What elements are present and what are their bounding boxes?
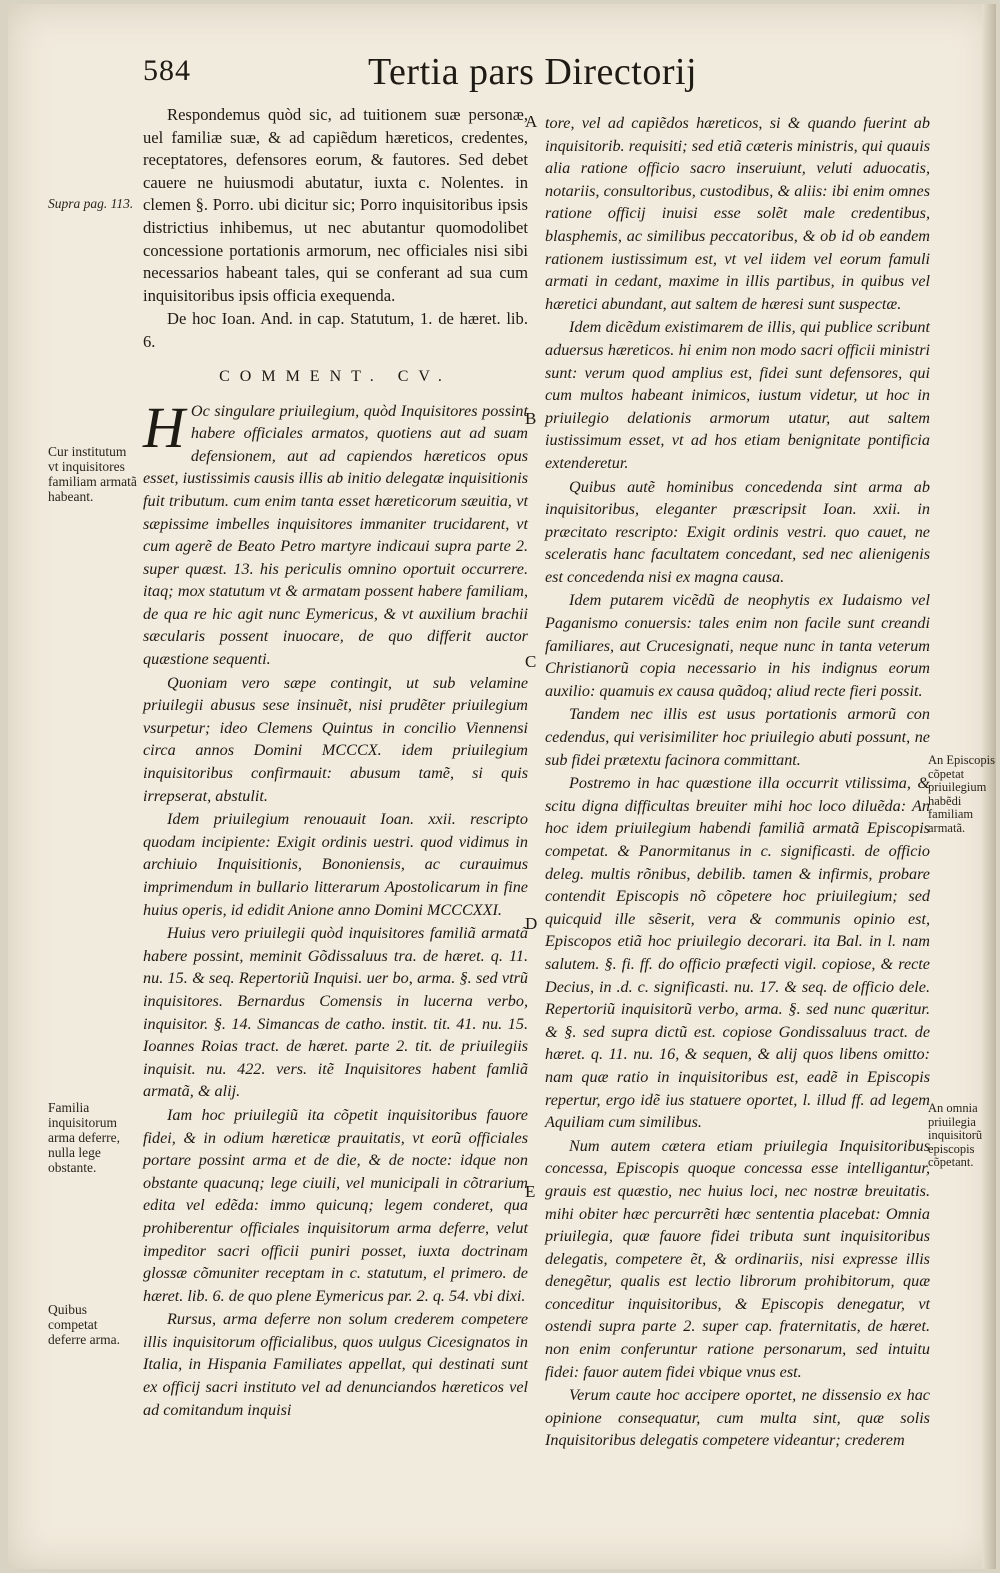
margin-note: An Episcopis cõpetat priuilegium habẽdi familiam armatã.: [928, 753, 996, 835]
comment-title: COMMENT. CV.: [219, 367, 452, 385]
right-column: [545, 112, 930, 1453]
comment-paragraph: Tandem nec illis est usus portationis armorũ con cedendus, qui verisimiliter hoc priuilegio abuti possunt, ne sub fidei prætextu facinora committant.: [545, 705, 930, 769]
comment-paragraph: Postremo in hac quæstione illa occurrit vtilissima, & scitu digna difficultas breuiter mihi hoc loco diluẽda: An hoc idem priuilegium habendi familiã armatã Episcopis competat. & Panormitanus in c. significasti. de officio deleg. multis rõnibus, debilib. tamen & infirmis, probare contendit Episcopis nõ cõpetere hoc priuilegium; sed quicquid ille sẽserit, vera & communis opinio est, Episcopos etiã hoc priuilegio decorari. ita Bal. in l. nam salutem. §. fi. ff. do officio præfecti vigil. copiose, & recte Decius, in .d. c. significasti. nu. 17. & seq. de officio dele. Repertoriũ inquisitorũ verbo, arma. §. sed nunc quæritur. & §. sed supra dictũ est. copiose Gondissaluus tract. de hæret. q. 11. nu. 16, & sequen, & alij quos libens omitto: nam quæ ratio in inquisitoribus est, eadẽ in Episcopis repertur, ergo idẽ ius statuere oportet, l. illud ff. ad legem Aquiliam cum similibus.: [545, 774, 930, 1132]
margin-note: Supra pag. 113.: [48, 196, 134, 211]
book-page: [8, 4, 996, 1569]
section-letter-d: D: [525, 914, 538, 933]
left-column: [143, 104, 528, 1422]
margin-note: Familia inquisitorum arma deferre, nulla lege obstante.: [48, 1100, 120, 1175]
page-header: [143, 51, 923, 106]
section-letter-c: C: [525, 652, 537, 671]
section-letter-a: A: [525, 112, 538, 131]
page-number: 584: [143, 54, 191, 87]
margin-note: Cur institutum vt inquisitores familiam armatã habeant.: [48, 444, 137, 504]
comment-paragraph: Num autem cætera etiam priuilegia Inquisitoribus concessa, Episcopis quoque concessa esse intelligantur, grauis est quæstio, nec huius loci, nec nostræ breuitatis. mihi obiter hæc percurrẽti hæc sententia placebat: Omnia priuilegia, quæ fauore fidei tributa sunt inquisitoribus delegatis, competere ẽt, & ordinariis, nisi expresse illis denegẽtur, qualis est lectio librorum prohibitorum, quæ conceditur inquisitoribus, & Episcopis denegatur, vt ostendi supra parte 2. super cap. fraternitatis, de hæret. non enim conferuntur ratione personarum, sed intuitu fidei: fauor autem fidei vbique vnus est.: [545, 1136, 930, 1381]
comment-paragraph: Quibus autẽ hominibus concedenda sint arma ab inquisitoribus, eleganter præscripsit Ioan. xxii. in præcitato rescripto: Exigit ordinis vestri. quo cauet, ne sceleratis hanc facultatem concedant, sed nec alienigenis est concedenda nisi ex magna causa.: [545, 477, 930, 586]
comment-paragraph: [143, 394, 528, 671]
paragraph: De hoc Ioan. And. in cap. Statutum, 1. de hæret. lib. 6.: [143, 309, 528, 351]
comment-paragraph: Verum caute hoc accipere oportet, ne dissensio ex hac opinione consequatur, cum multa sint, quæ solis Inquisitoribus delegatis competere videantur; crederem: [545, 1386, 930, 1450]
comment-paragraph: tore, vel ad capiẽdos hæreticos, si & quando fuerint ab inquisitorib. requisiti; sed etiã cæteris ministris, qui quauis alia ratione officio sacro inseruiunt, veluti aduocatis, notariis, consultoribus, custodibus, & aliis: ibi enim omnes ratione officij inuisi esse solẽt male credentibus, blasphemis, ac similibus peccatoribus, & ob id ob eandem rationem iustissimum est, vt vel iidem vel eorum famuli armati in cedant, maxime in illis partibus, in quibus vel hæretici abundant, aut saltem de hæresi sunt suspectæ.: [545, 114, 930, 313]
comment-text: Oc singulare priuilegium, quòd Inquisitores possint habere officiales armatos, quotiens aut ad suam defensionem, aut ad capiendos hæreticos opus esset, iustissimis causis illis ab initio delegatæ inquisitionis fuit tributum. cum enim tanta esset hæreticorum sæuitia, vt sæpissime imbelles inquisitores immaniter trucidarent, vt cum agerẽ de Beato Petro martyre indicaui supra parte 2. super quæst. 13. his periculis omnino oportuit occurrere. itaq; mox statutum vt & armatam possent habere familiam, de qua re hic agit nunc Eymericus, & vt auxilium brachii sæcularis possent inuocare, de quo differit auctor quæstione sequenti.: [143, 401, 528, 669]
comment-paragraph: Huius vero priuilegii quòd inquisitores familiã armatã habere possint, meminit Gõdissaluus tra. de hæret. q. 11. nu. 15. & seq. Repertoriũ Inquisi. uer bo, arma. §. sed vtrũ inquisitores. Bernardus Comensis in lucerna verbo, inquisitor. §. 14. Simancas de catho. instit. tit. 41. nu. 15. Ioannes Roias tract. de hæret. parte 2. tit. de priuilegiis inquisit. nu. 422. vers. itẽ Inquisitores habent famliã armatã, & alij.: [143, 924, 528, 1101]
comment-paragraph: Idem putarem vicẽdũ de neophytis ex Iudaismo vel Paganismo conuersis: tales enim non facile sunt creandi familiares, aut Crucesignati, neque nunc in tanta veterum Christianorũ copia necessario in his indignus eorum auxilio: quamuis ex causa quãdoq; aliud recte fieri possit.: [545, 591, 930, 700]
running-head: Tertia pars Directorij: [368, 51, 698, 93]
comment-paragraph: Iam hoc priuilegiũ ita cõpetit inquisitoribus fauore fidei, & in odium hæreticæ prauitatis, vt eorũ officiales portare possint arma et de die, & de nocte: idque non obstante quacunq; lege ciuili, vel municipali in cõtrarium edita vel edẽda: immo quicunq; legem conderet, qua prohiberentur officiales inquisitorum arma deferre, velut impeditor sacri officii puniri posset, iuxta doctrinam glossæ cõmuniter receptam in c. statutum, el primero. de hæret. lib. 6. de quo plene Eymericus par. 2. q. 54. vbi dixi.: [143, 1105, 528, 1305]
section-letter-e: E: [525, 1182, 536, 1201]
comment-paragraph: Rursus, arma deferre non solum crederem competere illis inquisitorum officialibus, quos uulgus Cicesignatos in Italia, in Hispania Familiates appellat, qui destinati sunt ex officij sacri instituto vel ad denunciandos hæreticos vel ad comitandum inquisi: [143, 1310, 528, 1419]
paragraph: Respondemus quòd sic, ad tuitionem suæ personæ, uel familiæ suæ, & ad capiẽdum hæreticos, credentes, receptatores, defensores eorum, & fautores. Sed debet cauere ne huiusmodi abutatur, iuxta c. Nolentes. in clemen §. Porro. ubi dicitur sic; Porro inquisitoribus ipsis districtius inhibemus, ut nec abutantur quomodolibet concessione portationis armorum, nec officiales nisi sibi necessarios habeant tales, qui se conferant ad sua cum inquisitoribus ipsis officia exequenda.: [143, 105, 528, 305]
comment-paragraph: Idem dicẽdum existimarem de illis, qui publice scribunt aduersus hæreticos. hi enim non modo sacri officii ministri sunt: verum quod amplius est, fidei sunt defensores, qui cum multos habeant inimicos, iustum videtur, ut hoc in priuilegio delationis armorum utatur, aut saltem iustissimum esset, vt ad hos etiam benignitate pontificia extenderetur.: [545, 318, 930, 472]
comment-paragraph: Quoniam vero sæpe contingit, ut sub velamine priuilegii abusus sese insinuẽt, nisi prudẽter priuilegium vsurpetur; ideo Clemens Quintus in concilio Viennensi circa annos Domini MCCCX. idem priuilegium inquisitoribus confirmauit: abusum tamẽ, si quis irrepserat, abstulit.: [143, 673, 528, 805]
drop-cap: H: [143, 394, 185, 460]
comment-paragraph: Idem priuilegium renouauit Ioan. xxii. rescripto quodam incipiente: Exigit ordinis uestri. quod vidimus in archiuio Inquisitionis, Bononiensis, ac curauimus imprimendum in bullario litterarum Apostolicarum in fine huius operis, id edidit Anione anno Domini MCCCXXI.: [143, 810, 528, 919]
margin-note: Quibus competat deferre arma.: [48, 1302, 120, 1347]
section-letter-b: B: [525, 409, 537, 428]
margin-note: An omnia priuilegia inquisitorũ episcopis cõpetant.: [928, 1101, 983, 1169]
